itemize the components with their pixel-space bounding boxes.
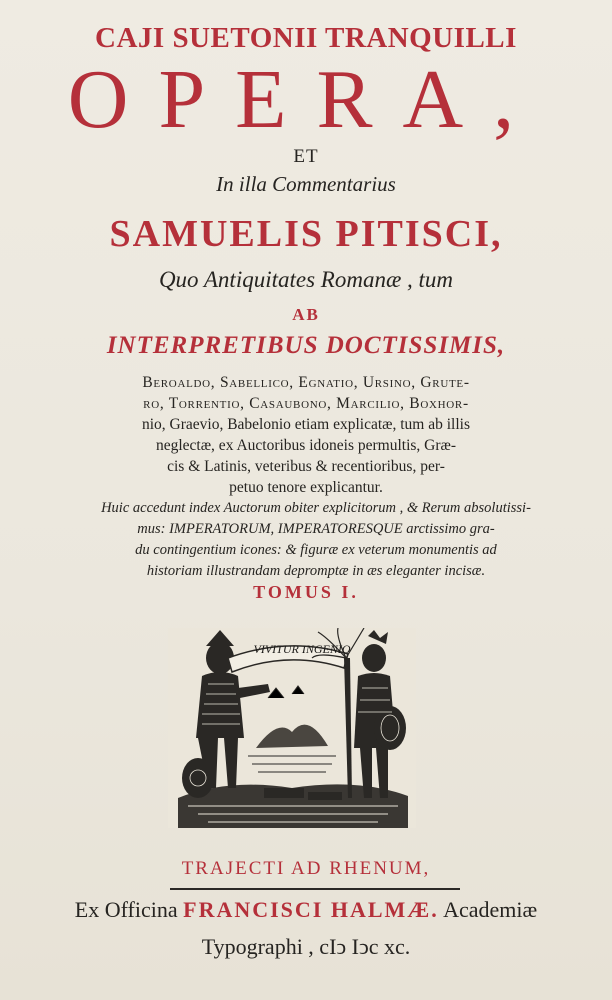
body-line: Beroaldo, Sabellico, Egnatio, Ursino, Grute-: [142, 374, 470, 391]
imprint-printer: FRANCISCI HALMÆ.: [183, 897, 439, 922]
huic-line: mus: IMPERATORUM, IMPERATORESQUE arctissimo gra-: [137, 521, 495, 537]
imprint-printer-line: [0, 897, 612, 923]
huic-paragraph: [56, 498, 576, 582]
printers-device-woodcut: [168, 628, 416, 828]
imprint-city: TRAJECTI AD RHENUM,: [181, 858, 431, 879]
imprint-academiae: Academiæ: [443, 897, 538, 922]
work-title: OPERA,: [67, 53, 545, 146]
ab-line: AB: [292, 305, 320, 324]
imprint-rule: [170, 888, 460, 890]
et-line: ET: [293, 146, 319, 167]
subtitle-line: Quo Antiquitates Romanæ , tum: [158, 267, 454, 292]
body-line: cis & Latinis, veteribus & recentioribus, per-: [167, 458, 445, 475]
huic-line: historiam illustrandam depromptæ in æs eleganter incisæ.: [146, 563, 486, 579]
huic-line: Huic accedunt index Auctorum obiter explicitorum , & Rerum absolutissi-: [101, 500, 531, 516]
author-line: CAJI SUETONII TRANQUILLI: [95, 22, 517, 54]
body-line: neglectæ, ex Auctoribus idoneis permultis, Græ-: [155, 437, 457, 454]
woodcut-motto: VIVITUR INGENIO: [253, 642, 351, 656]
body-paragraph: [40, 372, 572, 498]
huic-line: du contingentium icones: & figuræ ex veterum monumentis ad: [135, 542, 497, 558]
imprint-date: Typographi , cIↄ Iↄc xc.: [201, 934, 411, 959]
commentary-line: In illa Commentarius: [216, 172, 396, 196]
body-line: ro, Torrentio, Casaubono, Marcilio, Boxhor-: [143, 395, 469, 412]
body-line: nio, Graevio, Babelonio etiam explicatæ, tum ab illis: [141, 416, 470, 433]
imprint-ex: Ex Officina: [74, 897, 178, 922]
body-line: petuo tenore explicantur.: [229, 479, 383, 496]
interpretes-line: INTERPRETIBUS DOCTISSIMIS,: [106, 332, 506, 359]
tomus-label: TOMUS I.: [253, 582, 359, 602]
commentator-name: SAMUELIS PITISCI,: [109, 213, 503, 255]
